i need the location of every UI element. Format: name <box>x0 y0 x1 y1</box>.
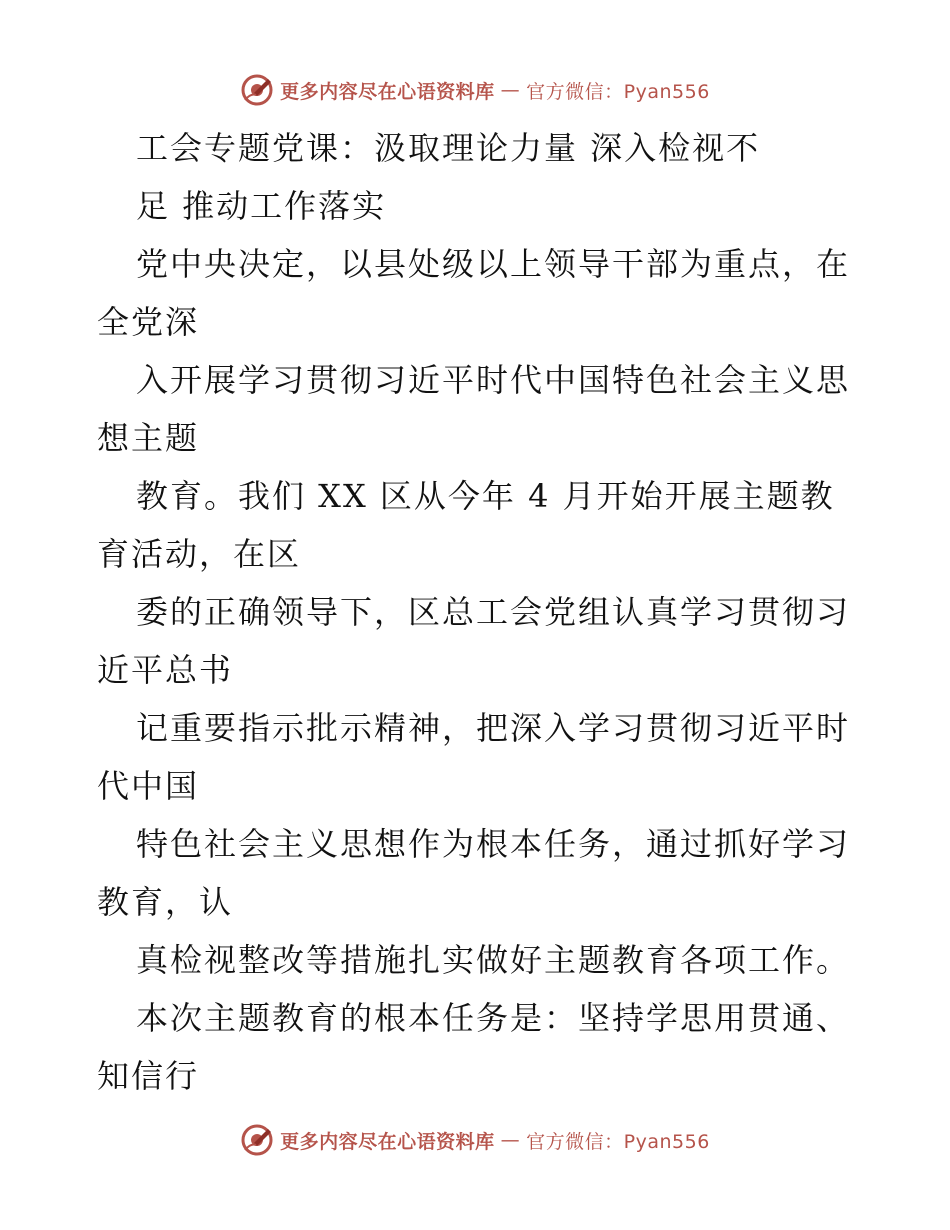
header-banner <box>0 70 950 110</box>
body-line: 近平总书 <box>97 651 234 689</box>
banner-content <box>240 1123 710 1157</box>
body-line: 想主题 <box>97 419 200 457</box>
banner-wechat-text: 官方微信：Pyan556 <box>526 1130 710 1153</box>
body-line: 特色社会主义思想作为根本任务，通过抓好学习 <box>136 825 851 863</box>
pen-nib-logo-icon <box>240 73 274 107</box>
body-line: 记重要指示批示精神，把深入学习贯彻习近平时 <box>136 709 851 747</box>
document-title-line-1: 工会专题党课：汲取理论力量 深入检视不 <box>136 129 761 167</box>
pen-nib-logo-icon <box>240 1123 274 1157</box>
body-line: 党中央决定，以县处级以上领导干部为重点，在 <box>136 245 851 283</box>
banner-dash: — <box>500 79 521 101</box>
footer-banner <box>0 1120 950 1160</box>
body-line: 育活动，在区 <box>97 535 302 573</box>
body-line: 真检视整改等措施扎实做好主题教育各项工作。 <box>136 941 851 979</box>
body-line: 知信行 <box>97 1057 200 1095</box>
banner-main-text: 更多内容尽在心语资料库 <box>280 1130 495 1153</box>
body-line: 本次主题教育的根本任务是：坚持学思用贯通、 <box>136 999 851 1037</box>
body-line: 全党深 <box>97 303 200 341</box>
document-title-line-2: 足 推动工作落实 <box>136 187 387 225</box>
body-line: 代中国 <box>97 767 200 805</box>
banner-dash: — <box>500 1129 521 1151</box>
banner-wechat-text: 官方微信：Pyan556 <box>526 80 710 103</box>
banner-main-text: 更多内容尽在心语资料库 <box>280 80 495 103</box>
body-line: 教育。我们 XX 区从今年 4 月开始开展主题教 <box>136 477 835 515</box>
body-line: 教育，认 <box>97 883 234 921</box>
banner-content <box>240 73 710 107</box>
body-line: 委的正确领导下，区总工会党组认真学习贯彻习 <box>136 593 851 631</box>
body-line: 入开展学习贯彻习近平时代中国特色社会主义思 <box>136 361 851 399</box>
